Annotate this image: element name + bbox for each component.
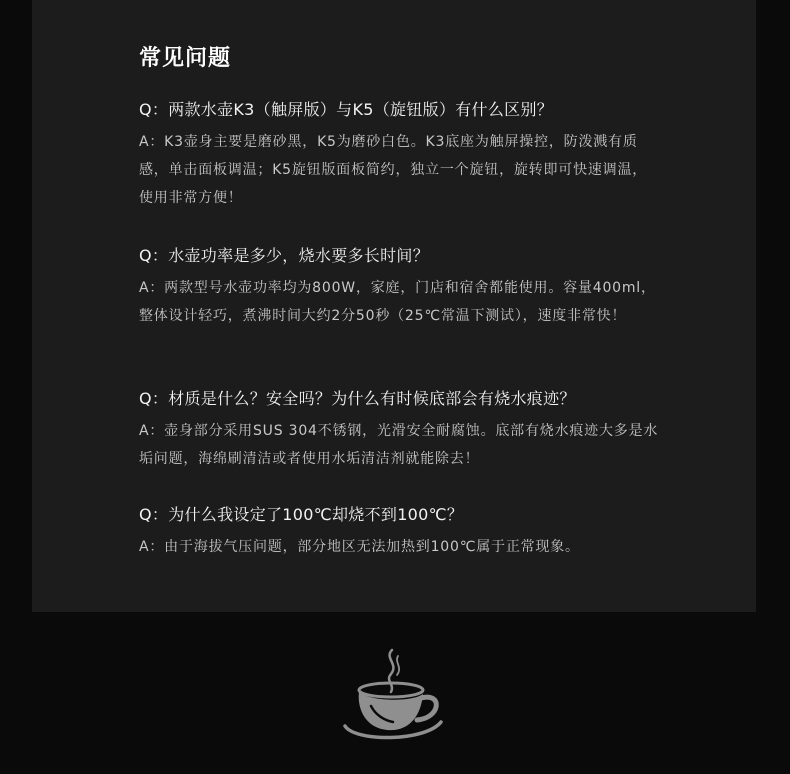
faq-question: Q：水壶功率是多少，烧水要多长时间？ (139, 246, 429, 265)
faq-title: 常见问题 (139, 46, 232, 71)
faq-item (139, 244, 659, 330)
faq-item (139, 98, 659, 212)
steam-swirl (389, 650, 393, 692)
faq-item (139, 503, 659, 561)
faq-answer: A：两款型号水壶功率均为800W，家庭，门店和宿舍都能使用。容量400ml，整体设计轻巧，煮沸时间大约2分50秒（25℃常温下测试），速度非常快！ (139, 280, 656, 324)
faq-answer: A：K3壶身主要是磨砂黑，K5为磨砂白色。K3底座为触屏操控，防泼溅有质感，单击面板调温；K5旋钮版面板简约，独立一个旋钮，旋转即可快速调温，使用非常方便！ (139, 134, 648, 206)
faq-item (139, 387, 659, 473)
faq-question: Q：两款水壶K3（触屏版）与K5（旋钮版）有什么区别？ (139, 100, 554, 119)
faq-question: Q：材质是什么？安全吗？为什么有时候底部会有烧水痕迹？ (139, 389, 576, 408)
faq-answer: A：壶身部分采用SUS 304不锈钢，光滑安全耐腐蚀。底部有烧水痕迹大多是水垢问题，海绵刷清洁或者使用水垢清洁剂就能除去！ (139, 423, 659, 467)
faq-question: Q：为什么我设定了100℃却烧不到100℃？ (139, 505, 464, 524)
coffee-cup-icon (337, 642, 449, 748)
steam-swirl (397, 656, 399, 675)
faq-answer: A：由于海拔气压问题，部分地区无法加热到100℃属于正常现象。 (139, 539, 580, 555)
